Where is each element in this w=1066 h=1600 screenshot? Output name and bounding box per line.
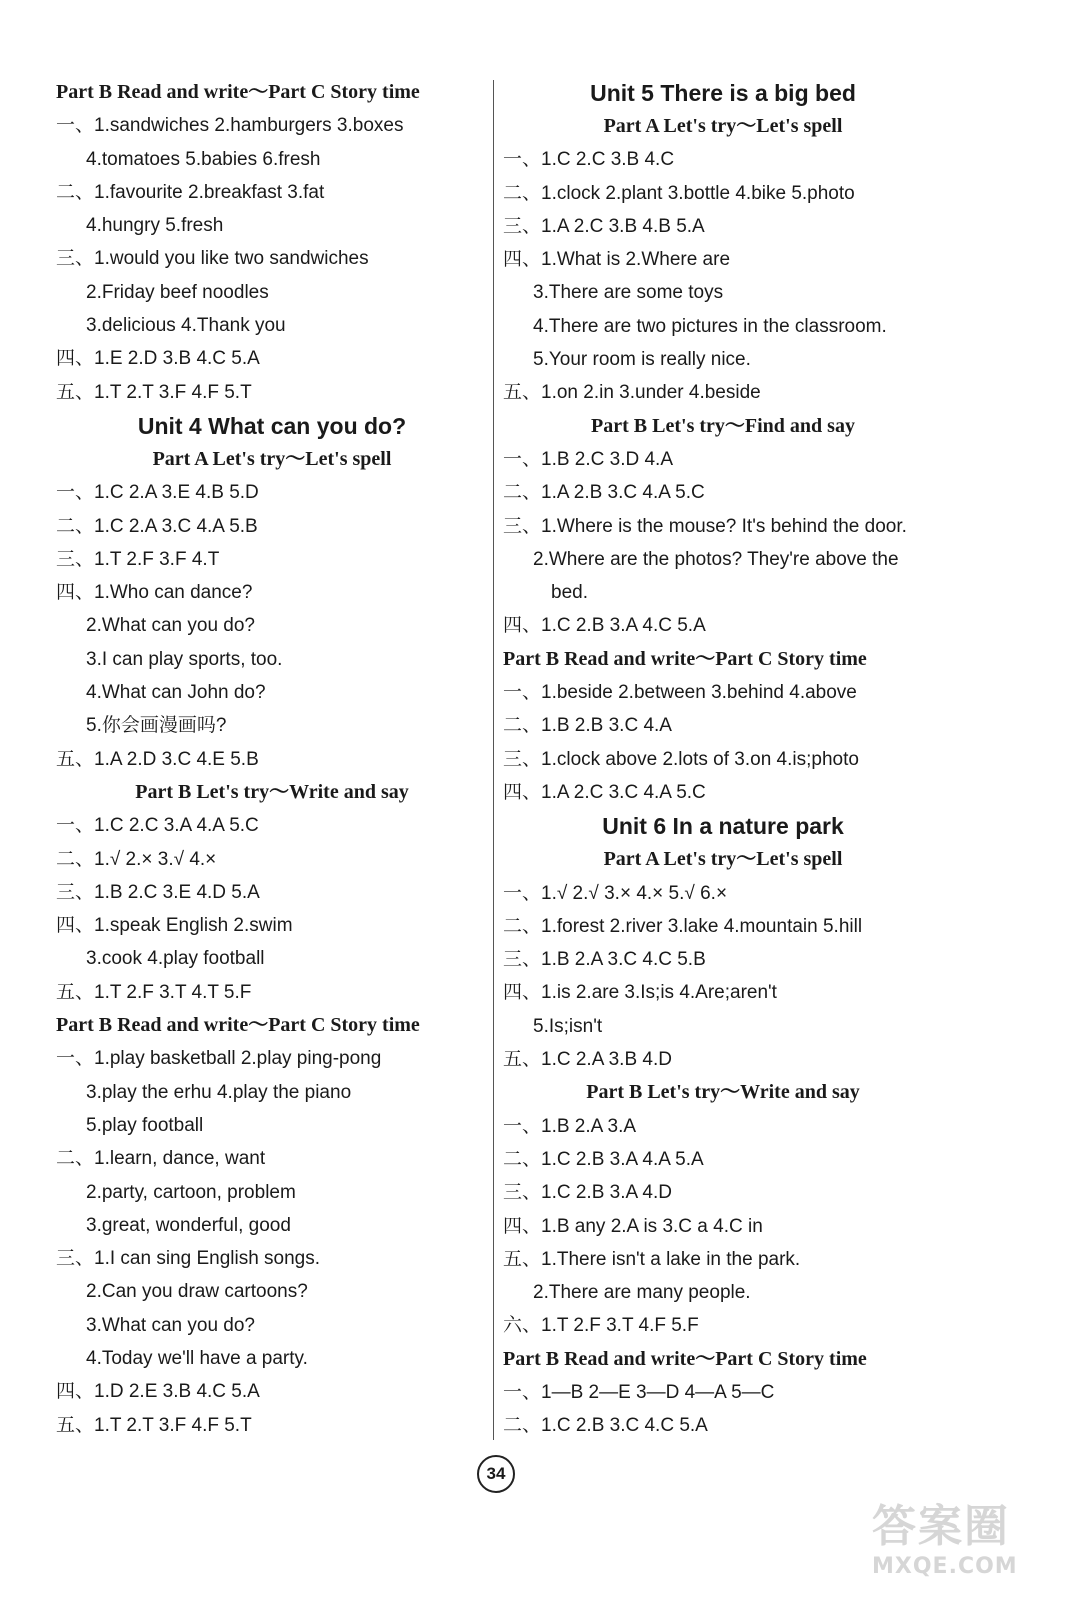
section-heading: Part B Read and write～Part C Story time xyxy=(56,1014,420,1037)
answer-line: 二、1.√ 2.× 3.√ 4.× xyxy=(56,848,217,870)
answer-line: 4.What can John do? xyxy=(86,682,266,704)
answer-line: 四、1.D 2.E 3.B 4.C 5.A xyxy=(56,1381,260,1403)
answer-line: 5.Is;isn't xyxy=(533,1015,603,1037)
answer-line: 四、1.B any 2.A is 3.C a 4.C in xyxy=(503,1215,763,1237)
answer-line: 三、1.clock above 2.lots of 3.on 4.is;photo xyxy=(503,748,859,770)
section-heading: Part A Let's try～Let's spell xyxy=(603,848,843,871)
answer-line: 一、1—B 2—E 3—D 4—A 5—C xyxy=(503,1381,775,1403)
unit-title: Unit 6 In a nature park xyxy=(602,813,844,840)
watermark-url-text: MXQE.COM xyxy=(872,1554,1018,1579)
answer-line: 2.Can you draw cartoons? xyxy=(86,1281,308,1303)
answer-line: 五、1.T 2.T 3.F 4.F 5.T xyxy=(56,1414,252,1436)
answer-line: 2.There are many people. xyxy=(533,1282,751,1304)
answer-line: 四、1.E 2.D 3.B 4.C 5.A xyxy=(56,348,260,370)
answer-line: 一、1.beside 2.between 3.behind 4.above xyxy=(503,682,857,704)
answer-line: 五、1.C 2.A 3.B 4.D xyxy=(503,1049,672,1071)
answer-line: 一、1.sandwiches 2.hamburgers 3.boxes xyxy=(56,115,404,137)
answer-line: 一、1.play basketball 2.play ping-pong xyxy=(56,1048,382,1070)
answer-line: 一、1.B 2.C 3.D 4.A xyxy=(503,448,674,470)
unit-title: Unit 4 What can you do? xyxy=(137,412,407,439)
answer-line: 六、1.T 2.F 3.T 4.F 5.F xyxy=(503,1315,699,1337)
answer-line: 2.Where are the photos? They're above the xyxy=(533,548,899,570)
answer-line: 2.party, cartoon, problem xyxy=(86,1181,296,1203)
answer-line: 三、1.Where is the mouse? It's behind the door. xyxy=(503,515,907,537)
answer-line: 三、1.T 2.F 3.F 4.T xyxy=(56,548,220,570)
section-heading: Part B Read and write～Part C Story time xyxy=(503,1347,867,1370)
answer-line: 二、1.forest 2.river 3.lake 4.mountain 5.hill xyxy=(503,915,863,937)
answer-line: 一、1.C 2.C 3.B 4.C xyxy=(503,149,675,171)
answer-line: 5.Your room is really nice. xyxy=(533,349,751,371)
answer-line: 5.你会画漫画吗? xyxy=(86,715,227,737)
answer-line: 三、1.C 2.B 3.A 4.D xyxy=(503,1182,672,1204)
answer-line: bed. xyxy=(551,582,588,604)
answer-line: 二、1.clock 2.plant 3.bottle 4.bike 5.photo xyxy=(503,182,855,204)
answer-line: 2.Friday beef noodles xyxy=(86,281,269,303)
answer-line: 2.What can you do? xyxy=(86,615,255,637)
answer-line: 四、1.is 2.are 3.Is;is 4.Are;aren't xyxy=(503,982,777,1004)
watermark-big-text: 答案圈 xyxy=(872,1501,1010,1552)
answer-line: 一、1.C 2.A 3.E 4.B 5.D xyxy=(56,482,259,504)
answer-line: 五、1.T 2.F 3.T 4.T 5.F xyxy=(56,981,252,1003)
answer-line: 3.cook 4.play football xyxy=(86,948,265,970)
answer-line: 三、1.B 2.A 3.C 4.C 5.B xyxy=(503,949,706,971)
answer-line: 五、1.T 2.T 3.F 4.F 5.T xyxy=(56,381,252,403)
answer-line: 四、1.speak English 2.swim xyxy=(56,915,293,937)
section-heading: Part B Read and write～Part C Story time xyxy=(56,81,420,103)
answer-line: 二、1.B 2.B 3.C 4.A xyxy=(503,715,672,737)
answer-line: 四、1.C 2.B 3.A 4.C 5.A xyxy=(503,615,706,637)
answer-line: 三、1.B 2.C 3.E 4.D 5.A xyxy=(56,881,260,903)
answer-line: 二、1.learn, dance, want xyxy=(56,1148,266,1170)
answer-line: 一、1.B 2.A 3.A xyxy=(503,1115,637,1137)
answer-line: 五、1.There isn't a lake in the park. xyxy=(503,1248,801,1270)
answer-line: 五、1.on 2.in 3.under 4.beside xyxy=(503,382,761,404)
answer-line: 一、1.C 2.C 3.A 4.A 5.C xyxy=(56,815,259,837)
section-heading: Part B Let's try～Write and say xyxy=(135,780,409,803)
answer-line: 五、1.A 2.D 3.C 4.E 5.B xyxy=(56,748,259,770)
answer-line: 3.I can play sports, too. xyxy=(86,648,283,670)
answer-line: 3.There are some toys xyxy=(533,282,724,304)
answer-line: 三、1.A 2.C 3.B 4.B 5.A xyxy=(503,215,705,237)
section-heading: Part A Let's try～Let's spell xyxy=(152,447,392,470)
answer-line: 四、1.A 2.C 3.C 4.A 5.C xyxy=(503,781,706,803)
watermark-logo xyxy=(872,1500,1052,1590)
answer-line: 三、1.would you like two sandwiches xyxy=(56,248,369,270)
left-column xyxy=(56,76,488,1442)
answer-line: 四、1.What is 2.Where are xyxy=(503,249,731,271)
section-heading: Part B Read and write～Part C Story time xyxy=(503,647,867,670)
answer-line: 3.great, wonderful, good xyxy=(86,1214,291,1236)
unit-title: Unit 5 There is a big bed xyxy=(590,80,856,106)
answer-line: 一、1.√ 2.√ 3.× 4.× 5.√ 6.× xyxy=(503,882,728,904)
answer-line: 二、1.C 2.A 3.C 4.A 5.B xyxy=(56,515,258,537)
page-number: 34 xyxy=(477,1455,515,1493)
answer-line: 4.hungry 5.fresh xyxy=(86,215,224,237)
section-heading: Part B Let's try～Find and say xyxy=(591,414,855,437)
answer-line: 4.There are two pictures in the classroom. xyxy=(533,315,887,337)
answer-line: 三、1.I can sing English songs. xyxy=(56,1248,321,1270)
answer-line: 四、1.Who can dance? xyxy=(56,582,253,604)
right-column xyxy=(503,76,943,1443)
answer-line: 5.play football xyxy=(86,1114,204,1136)
answer-line: 4.tomatoes 5.babies 6.fresh xyxy=(86,148,321,170)
answer-line: 二、1.A 2.B 3.C 4.A 5.C xyxy=(503,482,705,504)
answer-line: 二、1.C 2.B 3.C 4.C 5.A xyxy=(503,1415,708,1437)
answer-line: 二、1.C 2.B 3.A 4.A 5.A xyxy=(503,1148,704,1170)
answer-line: 3.What can you do? xyxy=(86,1314,255,1336)
answer-line: 二、1.favourite 2.breakfast 3.fat xyxy=(56,181,325,203)
answer-line: 3.play the erhu 4.play the piano xyxy=(86,1081,352,1103)
answer-line: 4.Today we'll have a party. xyxy=(86,1347,308,1369)
answer-line: 3.delicious 4.Thank you xyxy=(86,315,286,337)
section-heading: Part A Let's try～Let's spell xyxy=(603,115,843,137)
column-divider xyxy=(493,80,494,1440)
section-heading: Part B Let's try～Write and say xyxy=(586,1081,860,1104)
